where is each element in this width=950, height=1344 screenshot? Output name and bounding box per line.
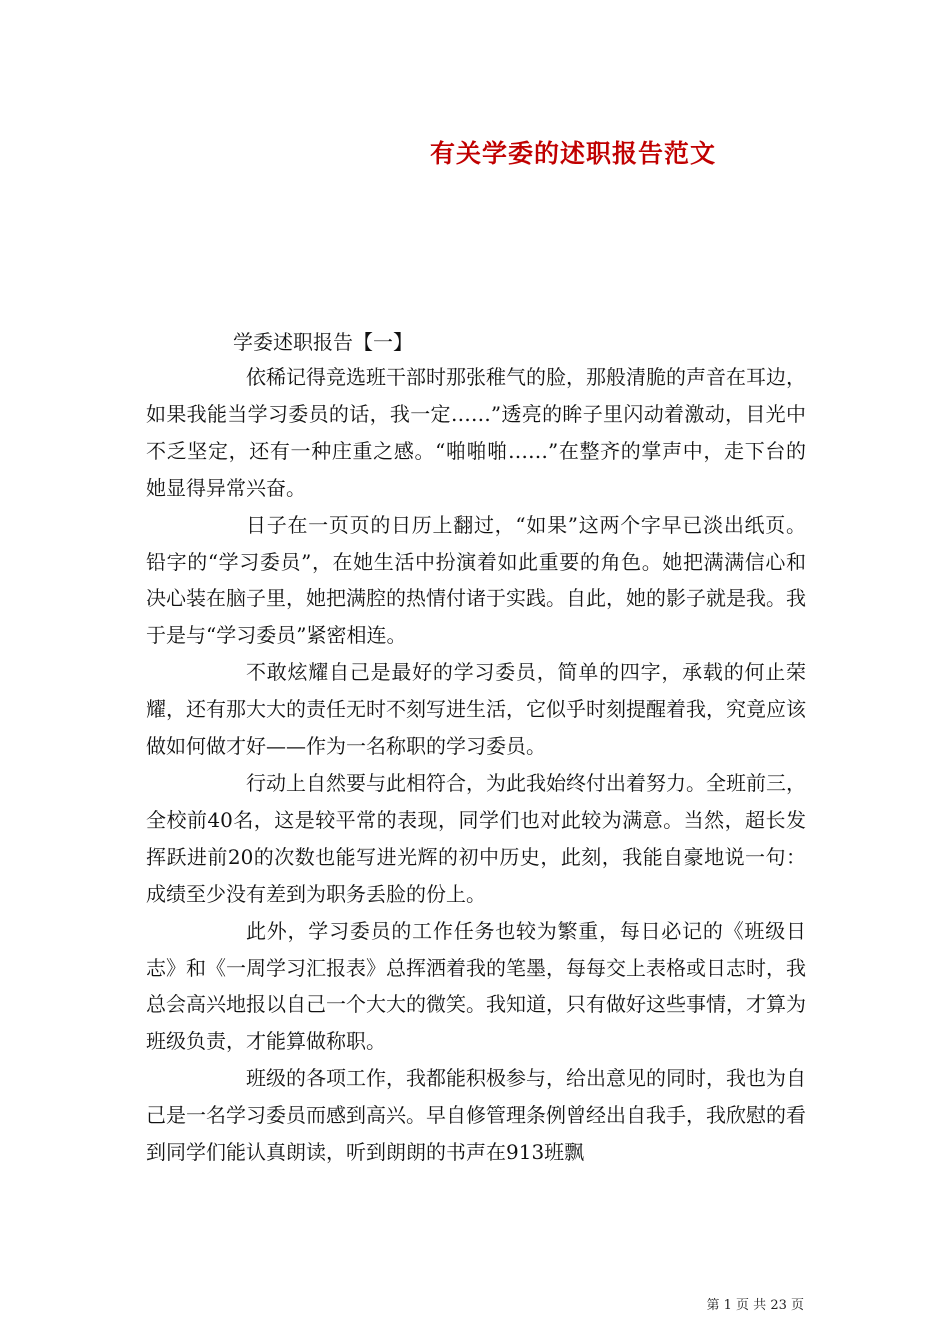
paragraph: 不敢炫耀自己是最好的学习委员，简单的四字，承载的何止荣耀，还有那大大的责任无时不刻写进生活，它似乎时刻提醒着我，究竟应该做如何做才好——作为一名称职的学习委员。: [146, 660, 806, 759]
page-number-footer: 第 1 页 共 23 页: [706, 1298, 804, 1313]
document-body: [146, 359, 806, 1171]
paragraph: 依稀记得竞选班干部时那张稚气的脸，那般清脆的声音在耳边，如果我能当学习委员的话，我一定……”透亮的眸子里闪动着激动，目光中不乏坚定，还有一种庄重之感。“啪啪啪……”在整齐的掌声中，走下台的她显得异常兴奋。: [146, 365, 806, 500]
section-heading: 学委述职报告【一】: [233, 330, 413, 354]
paragraph: 日子在一页页的日历上翻过，“如果”这两个字早已淡出纸页。铅字的“学习委员”，在她生活中扮演着如此重要的角色。她把满满信心和决心装在脑子里，她把满腔的热情付诸于实践。自此，她的影子就是我。我于是与“学习委员”紧密相连。: [146, 512, 806, 648]
paragraph: 行动上自然要与此相符合，为此我始终付出着努力。全班前三，全校前40名，这是较平常的表现，同学们也对此较为满意。当然，超长发挥跃进前20的次数也能写进光辉的初中历史，此刻，我能自豪地说一句：成绩至少没有差到为职务丢脸的份上。: [146, 770, 806, 906]
paragraph: 此外，学习委员的工作任务也较为繁重，每日必记的《班级日志》和《一周学习汇报表》总挥洒着我的笔墨，每每交上表格或日志时，我总会高兴地报以自己一个大大的微笑。我知道，只有做好这些事情，才算为班级负责，才能算做称职。: [146, 918, 806, 1054]
paragraph: 班级的各项工作，我都能积极参与，给出意见的同时，我也为自己是一名学习委员而感到高兴。早自修管理条例曾经出自我手，我欣慰的看到同学们能认真朗读，听到朗朗的书声在913班飘: [146, 1066, 806, 1165]
document-title: 有关学委的述职报告范文: [430, 139, 717, 168]
